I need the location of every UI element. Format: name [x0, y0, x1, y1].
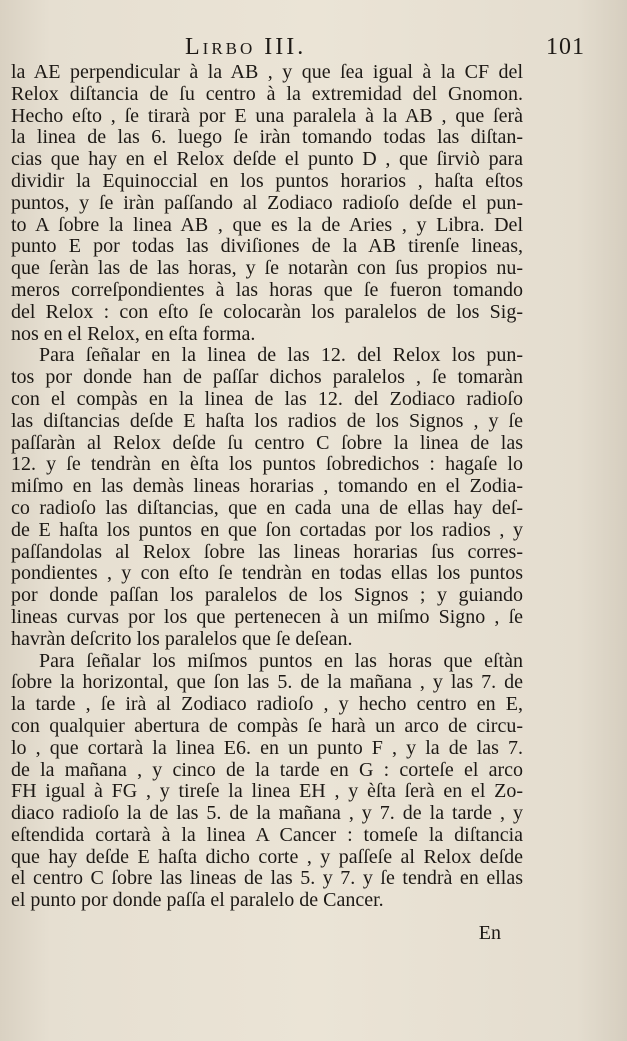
text-line: miſmo en las demàs lineas horarias , tomando en el Zodia- [11, 475, 523, 498]
text-line: puntos, y ſe iràn paſſando al Zodiaco radioſo deſde el pun- [11, 191, 523, 214]
text-line: lineas curvas por los que pertenecen à un miſmo Signo , ſe [11, 605, 523, 628]
text-line: co radioſo las diſtancias, que en cada una de ellas hay deſ- [11, 496, 523, 519]
text-line: diaco radioſo la de las 5. de la mañana , y 7. de la tarde , y [11, 802, 523, 825]
text-line: que ſeràn las de las horas, y ſe notaràn con ſus propios nu- [11, 257, 523, 280]
text-line: las diſtancias deſde E haſta los radios de los Signos , y ſe [11, 409, 523, 432]
text-line: paſſaràn al Relox deſde ſu centro C ſobre la linea de las [11, 431, 523, 454]
text-line: Hecho eſto , ſe tirarà por E una paralela à la AB , que ſerà [11, 104, 523, 127]
page-number: 101 [546, 34, 585, 60]
text-line: que hay deſde E haſta dicho corte , y paſſeſe al Relox deſde [11, 845, 523, 868]
text-line: lo , que cortarà la linea E6. en un punto F , y la de las 7. [11, 736, 523, 759]
text-line: 12. y ſe tendràn en èſta los puntos ſobredichos : hagaſe lo [11, 453, 523, 476]
text-line: con el compàs en la linea de las 12. del Zodiaco radioſo [11, 387, 523, 410]
text-line: paſſandolas al Relox ſobre las lineas horarias ſus corres- [11, 540, 523, 563]
text-line: eſtendida cortarà à la linea A Cancer : tomeſe la diſtancia [11, 823, 523, 846]
catchword: En [478, 922, 501, 944]
text-line: to A ſobre la linea AB , que es la de Aries , y Libra. Del [11, 213, 523, 236]
text-line: nos en el Relox, en eſta forma. [11, 322, 256, 345]
text-line: del Relox : con eſto ſe colocaràn los paralelos de los Sig- [11, 300, 523, 323]
text-line: FH igual à FG , y tireſe la linea EH , y èſta ſerà en el Zo- [11, 780, 523, 803]
text-line: el centro C ſobre las lineas de las 5. y 7. y ſe tendrà en ellas [11, 867, 523, 890]
text-line: la AE perpendicular à la AB , y que ſea igual à la CF del [11, 61, 523, 83]
text-line: pondientes , y con eſto ſe tendràn en todas ellas los puntos [11, 562, 523, 585]
text-line: havràn deſcrito los paralelos que ſe deſean. [11, 627, 353, 650]
text-line: el punto por donde paſſa el paralelo de Cancer. [11, 889, 384, 912]
text-line: meros correſpondientes à las horas que ſe fueron tomando [11, 278, 523, 301]
text-line: cias que hay en el Relox deſde el punto D , que ſirviò para [11, 148, 523, 171]
page-header [0, 34, 627, 64]
text-line: Para ſeñalar en la linea de las 12. del Relox los pun- [39, 344, 523, 367]
text-line: punto E por todas las diviſiones de la AB tirenſe lineas, [11, 235, 523, 258]
text-body [11, 62, 523, 912]
running-head: Lirbo III. [185, 34, 307, 60]
text-line: Relox diſtancia de ſu centro à la extremidad del Gnomon. [11, 82, 523, 105]
text-line: de la mañana , y cinco de la tarde en G : corteſe el arco [11, 758, 523, 781]
text-line: con qualquier abertura de compàs ſe harà un arco de circu- [11, 714, 523, 737]
text-line: la linea de las 6. luego ſe iràn tomando todas las diſtan- [11, 126, 523, 149]
text-line: tos por donde han de paſſar dichos paralelos , ſe tomaràn [11, 366, 523, 389]
text-line: dividir la Equinoccial en los puntos horarios , haſta eſtos [11, 169, 523, 192]
text-line: ſobre la horizontal, que ſon las 5. de la mañana , y las 7. de [11, 671, 523, 694]
text-line: Para ſeñalar los miſmos puntos en las horas que eſtàn [39, 649, 523, 672]
text-line: por donde paſſan los paralelos de los Signos ; y guiando [11, 584, 523, 607]
text-line: de E haſta los puntos en que ſon cortadas por los radios , y [11, 518, 523, 541]
text-line: la tarde , ſe irà al Zodiaco radioſo , y hecho centro en E, [11, 693, 523, 716]
